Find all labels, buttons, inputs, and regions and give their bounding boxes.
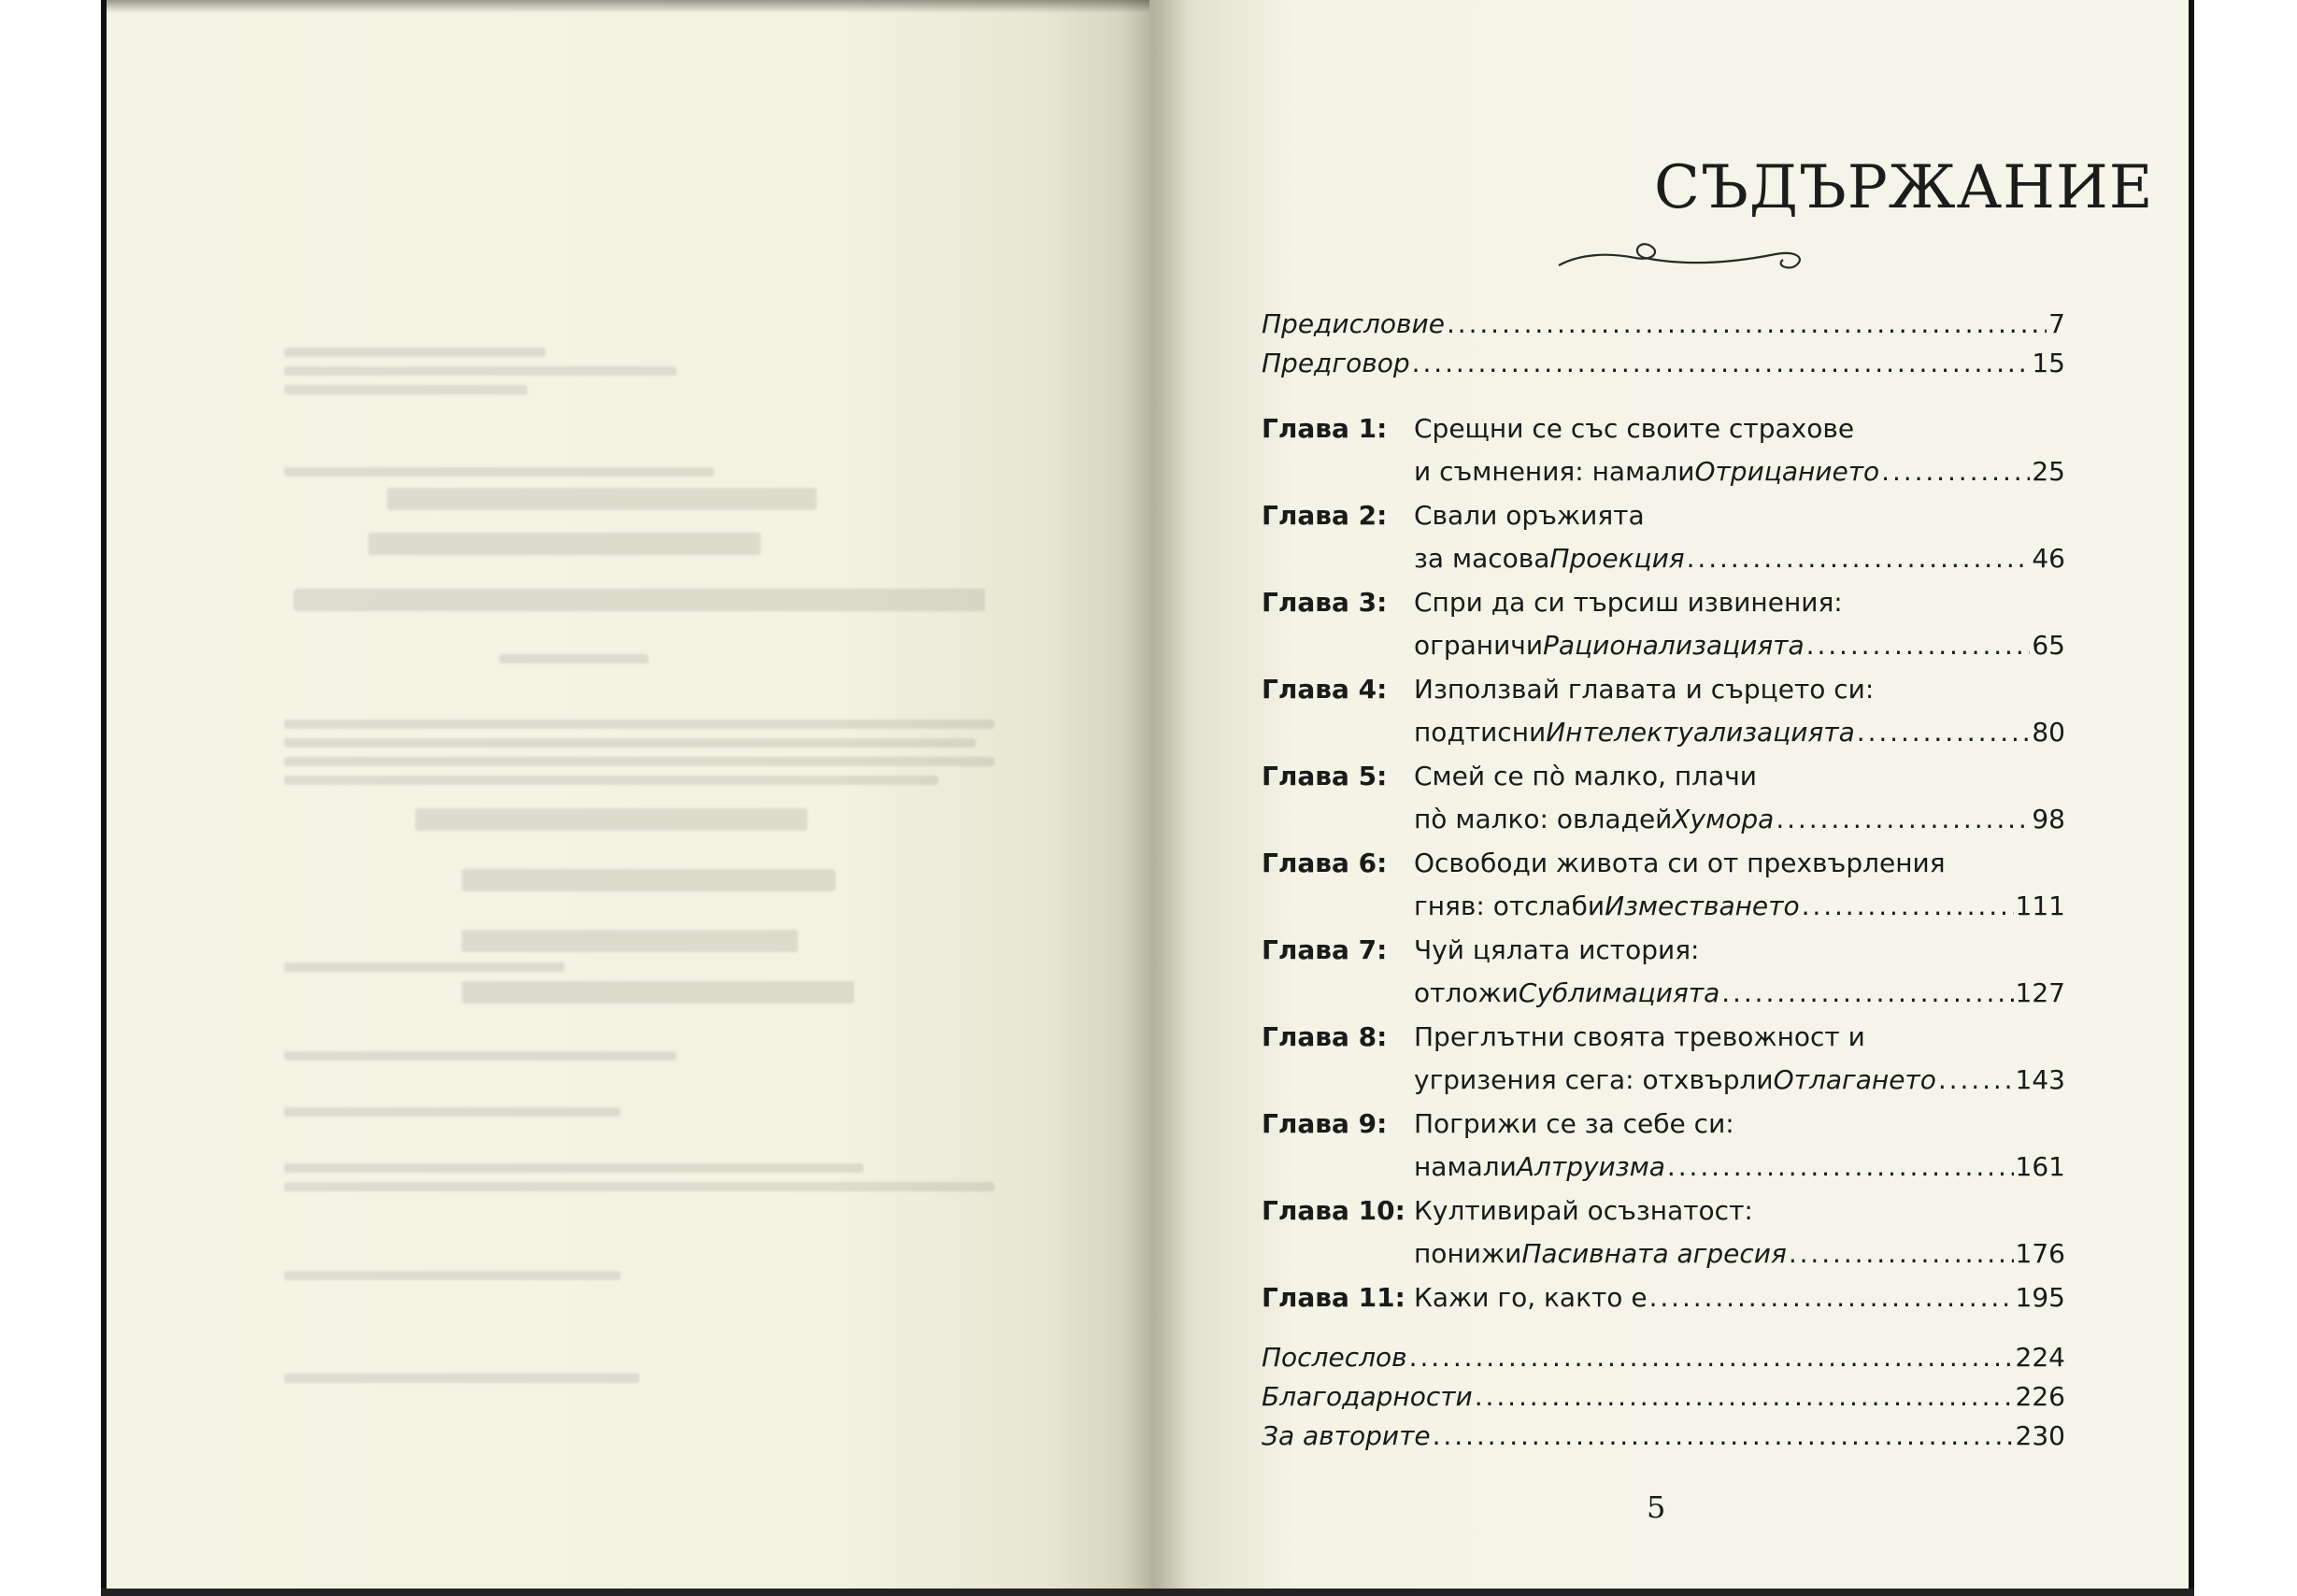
toc-entry-back-1[interactable] xyxy=(1262,1342,2065,1383)
dot-leader xyxy=(1857,717,2031,748)
toc-entry-back-3[interactable] xyxy=(1262,1420,2065,1461)
chapter-label: Глава 6: xyxy=(1262,848,1388,878)
dot-leader xyxy=(1789,1238,2014,1269)
ornament-flourish-icon xyxy=(1551,234,1813,280)
chapter-title-line1: Преглътни своята тревожност и xyxy=(1414,1021,1865,1052)
toc-page-number: 224 xyxy=(2015,1342,2065,1373)
toc-page-number: 15 xyxy=(2032,348,2065,378)
toc-page-number: 161 xyxy=(2015,1151,2065,1182)
toc-entry-front-2[interactable] xyxy=(1262,348,2065,389)
toc-page-number: 111 xyxy=(2015,891,2065,921)
chapter-label: Глава 1: xyxy=(1262,413,1388,444)
chapter-title-line1: Смей се по̀ малко, плачи xyxy=(1414,761,1757,791)
chapter-title-emphasis: Хумора xyxy=(1672,804,1775,834)
chapter-label: Глава 7: xyxy=(1262,934,1388,965)
scan-border-right xyxy=(2189,0,2194,1596)
dot-leader xyxy=(1687,543,2031,574)
toc-entry-title: Благодарности xyxy=(1262,1381,1473,1412)
toc-entry-title: За авторите xyxy=(1262,1420,1431,1451)
toc-entry-back-2[interactable] xyxy=(1262,1381,2065,1422)
scan-border-left xyxy=(101,0,107,1596)
dot-leader xyxy=(1721,977,2013,1008)
dot-leader xyxy=(1938,1064,2014,1095)
chapter-label: Глава 2: xyxy=(1262,500,1388,531)
chapter-title-line2: и съмнения: намали xyxy=(1414,456,1695,487)
toc-entry-front-1[interactable] xyxy=(1262,308,2065,349)
dot-leader xyxy=(1433,1420,2014,1451)
toc-page-number: 127 xyxy=(2015,977,2065,1008)
dot-leader xyxy=(1806,630,2031,661)
toc-page-number: 7 xyxy=(2048,308,2065,339)
chapter-title-line1: Срещни се със своите страхове xyxy=(1414,413,1855,444)
toc-page-number: 230 xyxy=(2015,1420,2065,1451)
toc-page-number: 176 xyxy=(2015,1238,2065,1269)
toc-page-number: 195 xyxy=(2015,1282,2065,1313)
page-title: СЪДЪРЖАНИЕ xyxy=(1654,153,2154,222)
toc-entry-title: Послеслов xyxy=(1262,1342,1407,1373)
chapter-title-line2: намали xyxy=(1414,1151,1517,1182)
chapter-title-line1: Използвай главата и сърцето си: xyxy=(1414,674,1875,705)
chapter-title-line1: Освободи живота си от прехвърления xyxy=(1414,848,1946,878)
chapter-label: Глава 4: xyxy=(1262,674,1388,705)
chapter-title-emphasis: Рационализацията xyxy=(1543,630,1805,661)
chapter-title-emphasis: Интелектуализацията xyxy=(1546,717,1855,748)
toc-page-number: 98 xyxy=(2032,804,2065,834)
chapter-label: Глава 5: xyxy=(1262,761,1388,791)
dot-leader xyxy=(1776,804,2030,834)
dot-leader xyxy=(1475,1381,2014,1412)
chapter-title-emphasis: Сублимацията xyxy=(1518,977,1720,1008)
chapter-title-line2: Кажи го, както е xyxy=(1414,1282,1648,1313)
chapter-title-line1: Спри да си търсиш извинения: xyxy=(1414,587,1843,618)
chapter-title-emphasis: Отрицанието xyxy=(1694,456,1880,487)
page-number: 5 xyxy=(1647,1489,1666,1525)
chapter-title-emphasis: Изместването xyxy=(1605,891,1800,921)
chapter-title-line2: отложи xyxy=(1414,977,1519,1008)
chapter-title-line1: Чуй цялата история: xyxy=(1414,934,1700,965)
chapter-title-line2: по̀ малко: овладей xyxy=(1414,804,1673,834)
chapter-label: Глава 10: xyxy=(1262,1195,1405,1226)
dot-leader xyxy=(1667,1151,2014,1182)
chapter-label: Глава 11: xyxy=(1262,1282,1405,1313)
chapter-title-emphasis: Проекция xyxy=(1549,543,1685,574)
chapter-title-emphasis: Отлагането xyxy=(1773,1064,1936,1095)
toc-page-number: 226 xyxy=(2015,1381,2065,1412)
toc-page-number: 80 xyxy=(2032,717,2065,748)
chapter-title-line2: ограничи xyxy=(1414,630,1544,661)
show-through-text xyxy=(107,0,1149,1589)
chapter-label: Глава 3: xyxy=(1262,587,1388,618)
chapter-title-line2: за масова xyxy=(1414,543,1550,574)
chapter-title-line2: гняв: отслаби xyxy=(1414,891,1605,921)
dot-leader xyxy=(1802,891,2014,921)
chapter-label: Глава 8: xyxy=(1262,1021,1388,1052)
toc-entry-title: Предисловие xyxy=(1262,308,1445,339)
dot-leader xyxy=(1881,456,2030,487)
chapter-title-line1: Свали оръжията xyxy=(1414,500,1645,531)
toc-page-number: 65 xyxy=(2032,630,2065,661)
toc-page-number: 46 xyxy=(2032,543,2065,574)
chapter-title-line1: Погрижи се за себе си: xyxy=(1414,1108,1734,1139)
toc-entry-title: Предговор xyxy=(1262,348,1410,378)
chapter-title-emphasis: Пасивната агресия xyxy=(1521,1238,1787,1269)
scan-border-bottom xyxy=(101,1589,2194,1596)
dot-leader xyxy=(1649,1282,2014,1313)
chapter-title-emphasis: Алтруизма xyxy=(1516,1151,1665,1182)
toc-page-number: 143 xyxy=(2015,1064,2065,1095)
chapter-label: Глава 9: xyxy=(1262,1108,1388,1139)
chapter-title-line2: понижи xyxy=(1414,1238,1522,1269)
chapter-title-line1: Култивирай осъзнатост: xyxy=(1414,1195,1753,1226)
toc-page-number: 25 xyxy=(2032,456,2065,487)
chapter-title-line2: подтисни xyxy=(1414,717,1547,748)
dot-leader xyxy=(1447,308,2047,339)
chapter-title-line2: угризения сега: отхвърли xyxy=(1414,1064,1774,1095)
dot-leader xyxy=(1412,348,2031,378)
dot-leader xyxy=(1409,1342,2014,1373)
